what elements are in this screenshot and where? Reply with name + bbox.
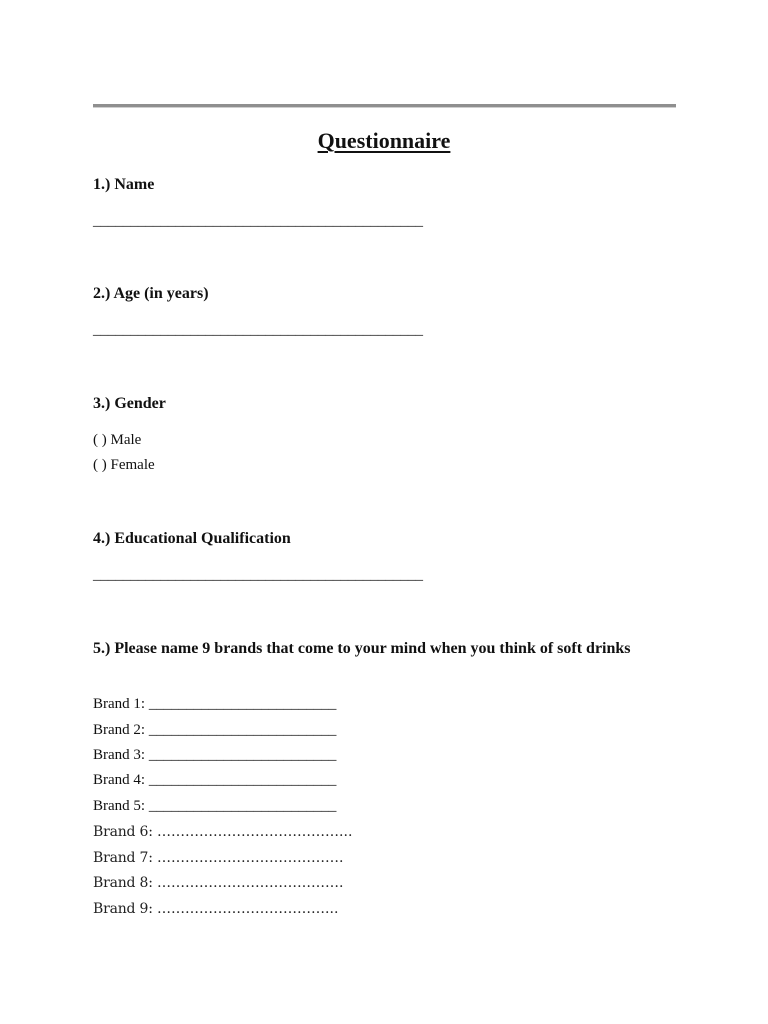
brand-row[interactable] (93, 746, 336, 764)
question-age-label: 2.) Age (in years) (93, 285, 209, 302)
brand-blank[interactable]: ………………………………... (157, 901, 339, 917)
gender-option-male[interactable]: ( ) Male (93, 432, 142, 448)
brand-label: Brand 9: (93, 901, 153, 917)
brand-row[interactable] (93, 823, 352, 841)
brand-row[interactable] (93, 721, 336, 739)
brand-blank[interactable]: _________________________ (148, 772, 337, 788)
brand-row[interactable] (93, 771, 336, 789)
page-title: Questionnaire (317, 128, 451, 153)
brand-blank[interactable]: …………………………………... (157, 824, 353, 840)
brand-label: Brand 4: (93, 772, 146, 788)
brand-label: Brand 2: (93, 722, 146, 738)
brand-row[interactable] (93, 900, 338, 918)
brand-blank[interactable]: _________________________ (148, 696, 337, 712)
brand-row[interactable] (93, 849, 344, 867)
brand-blank[interactable]: …………………………………. (157, 850, 344, 866)
age-answer-line[interactable]: ____________________________________________ (93, 322, 423, 338)
question-education-label: 4.) Educational Qualification (93, 530, 291, 547)
brand-row[interactable] (93, 695, 336, 713)
brand-blank[interactable]: _________________________ (148, 798, 337, 814)
brand-label: Brand 8: (93, 875, 153, 891)
education-answer-line[interactable]: ____________________________________________ (93, 567, 423, 583)
top-rule (93, 104, 676, 108)
brand-label: Brand 1: (93, 696, 146, 712)
brand-blank[interactable]: _________________________ (148, 747, 337, 763)
brand-label: Brand 7: (93, 850, 153, 866)
brand-label: Brand 6: (93, 824, 153, 840)
question-gender-label: 3.) Gender (93, 395, 166, 412)
gender-option-female[interactable]: ( ) Female (93, 457, 155, 473)
name-answer-line[interactable]: ____________________________________________ (93, 213, 423, 229)
brand-row[interactable] (93, 874, 344, 892)
brand-row[interactable] (93, 797, 336, 815)
brand-blank[interactable]: …………………………………. (157, 875, 344, 891)
question-name-label: 1.) Name (93, 176, 155, 193)
brand-label: Brand 5: (93, 798, 146, 814)
question-brands-label: 5.) Please name 9 brands that come to your mind when you think of soft drinks (93, 640, 631, 657)
brand-label: Brand 3: (93, 747, 146, 763)
brand-blank[interactable]: _________________________ (148, 722, 337, 738)
